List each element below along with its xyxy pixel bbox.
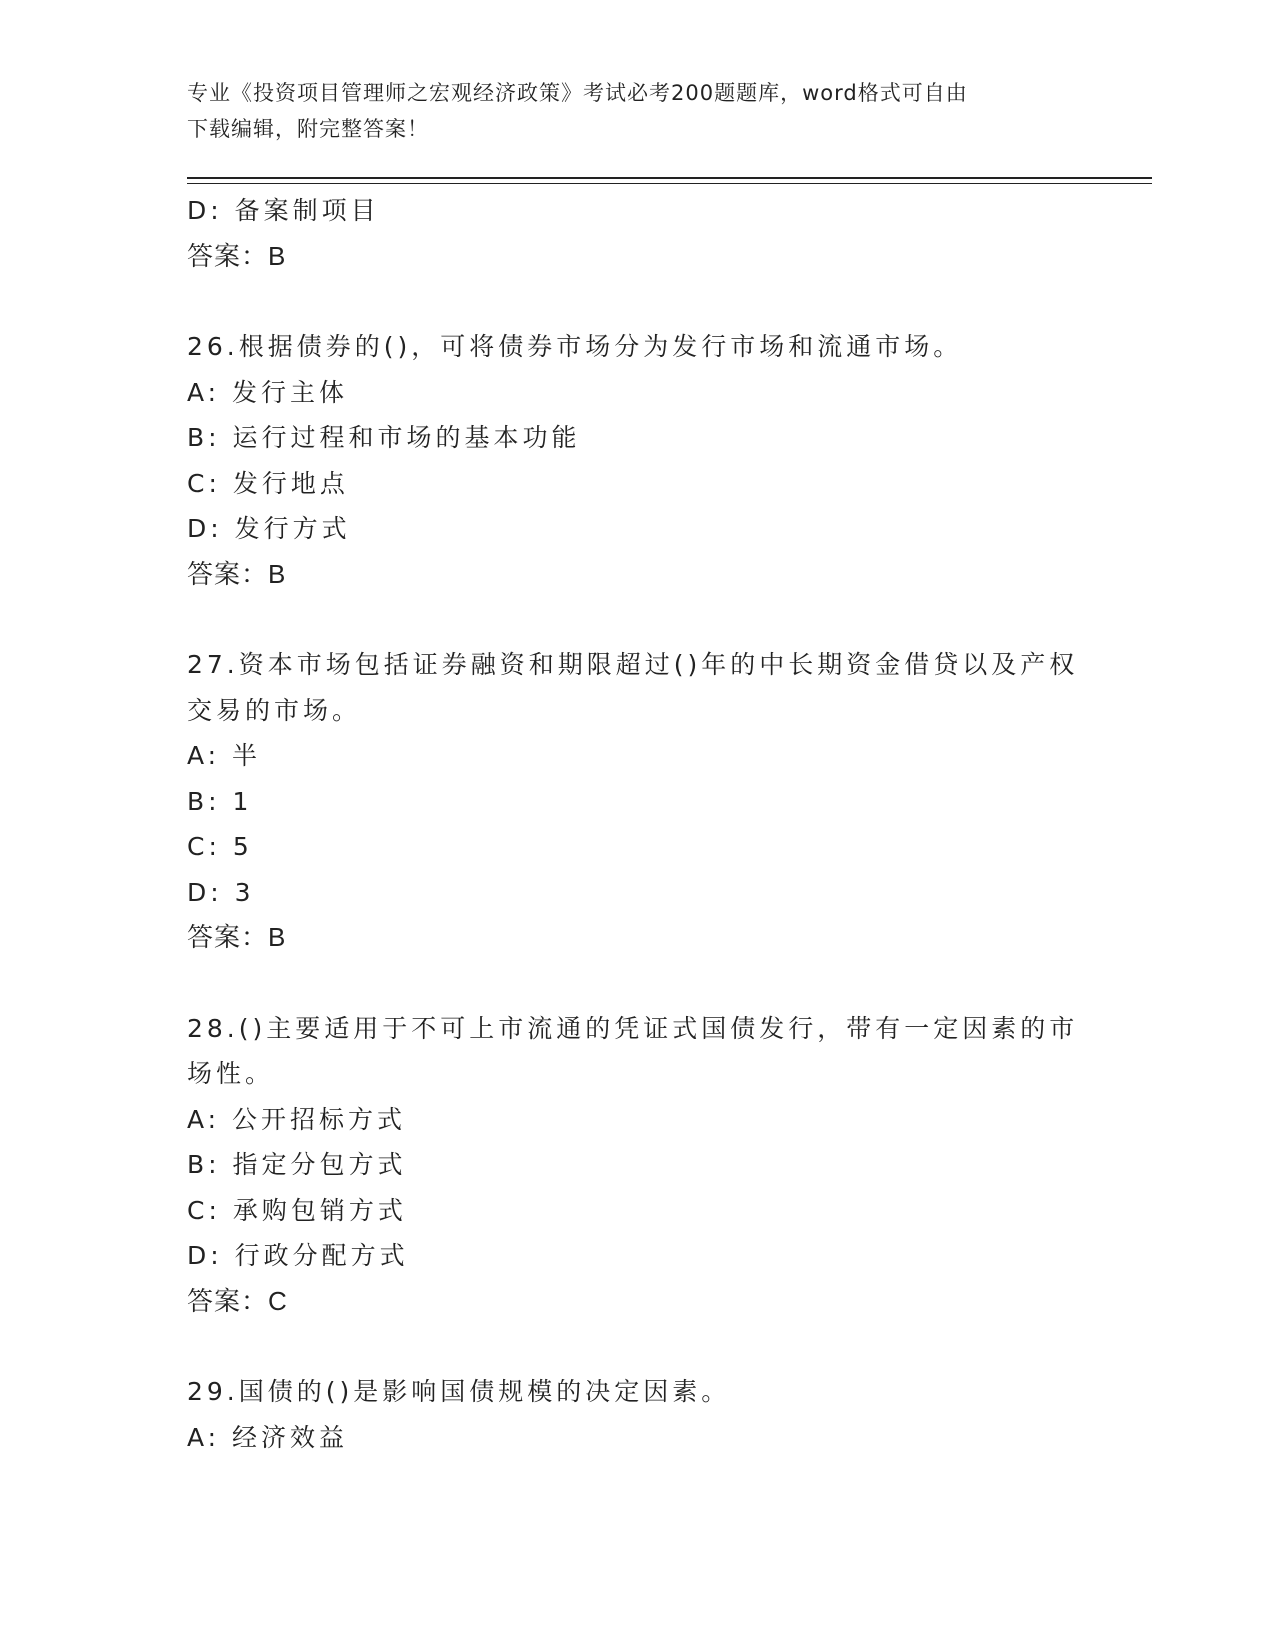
answer: 答案：B [187,922,287,952]
option-d: D: 3 [187,877,255,907]
answer: 答案：B [187,558,287,589]
answer: 答案：C [187,1285,288,1316]
option-d: D: 行政分配方式 [187,1241,409,1270]
spacer [187,961,1087,1006]
spacer [187,597,1087,642]
option-b: B: 运行过程和市场的基本功能 [187,423,581,452]
document-body [187,188,1087,1460]
header-rule-thin [187,183,1152,184]
option-a: A: 经济效益 [187,1422,349,1452]
question-stem: 29.国债的()是影响国债规模的决定因素。 [187,1377,731,1406]
header-line-1: 专业《投资项目管理师之宏观经济政策》考试必考200题题库，word格式可自由 [187,81,968,105]
option-a: A: 发行主体 [187,377,349,407]
option-b: B: 指定分包方式 [187,1150,407,1179]
header-rule-thick [187,177,1152,179]
document-header [187,75,1087,147]
spacer [187,279,1087,324]
header-line-2: 下载编辑，附完整答案！ [187,117,429,141]
question-stem-line-1: 27.资本市场包括证券融资和期限超过()年的中长期资金借贷以及产权 [187,650,1079,679]
question-stem-line-2: 交易的市场。 [187,695,362,725]
question-stem: 26.根据债券的()，可将债券市场分为发行市场和流通市场。 [187,332,963,361]
question-stem-line-1: 28.()主要适用于不可上市流通的凭证式国债发行，带有一定因素的市 [187,1013,1079,1043]
question-stem-line-2: 场性。 [187,1059,275,1088]
question-27 [187,642,1087,961]
spacer [187,1324,1087,1369]
question-26 [187,324,1087,597]
option-c: C: 发行地点 [187,468,349,498]
option-a: A: 公开招标方式 [187,1104,407,1134]
question-29 [187,1369,1087,1460]
option-c: C: 5 [187,832,253,861]
answer: 答案：B [187,240,287,271]
option-b: B: 1 [187,786,253,816]
option-d: D: 备案制项目 [187,196,380,225]
option-a: A: 半 [187,741,262,770]
question-28 [187,1006,1087,1325]
option-d: D: 发行方式 [187,514,351,543]
option-c: C: 承购包销方式 [187,1195,407,1225]
